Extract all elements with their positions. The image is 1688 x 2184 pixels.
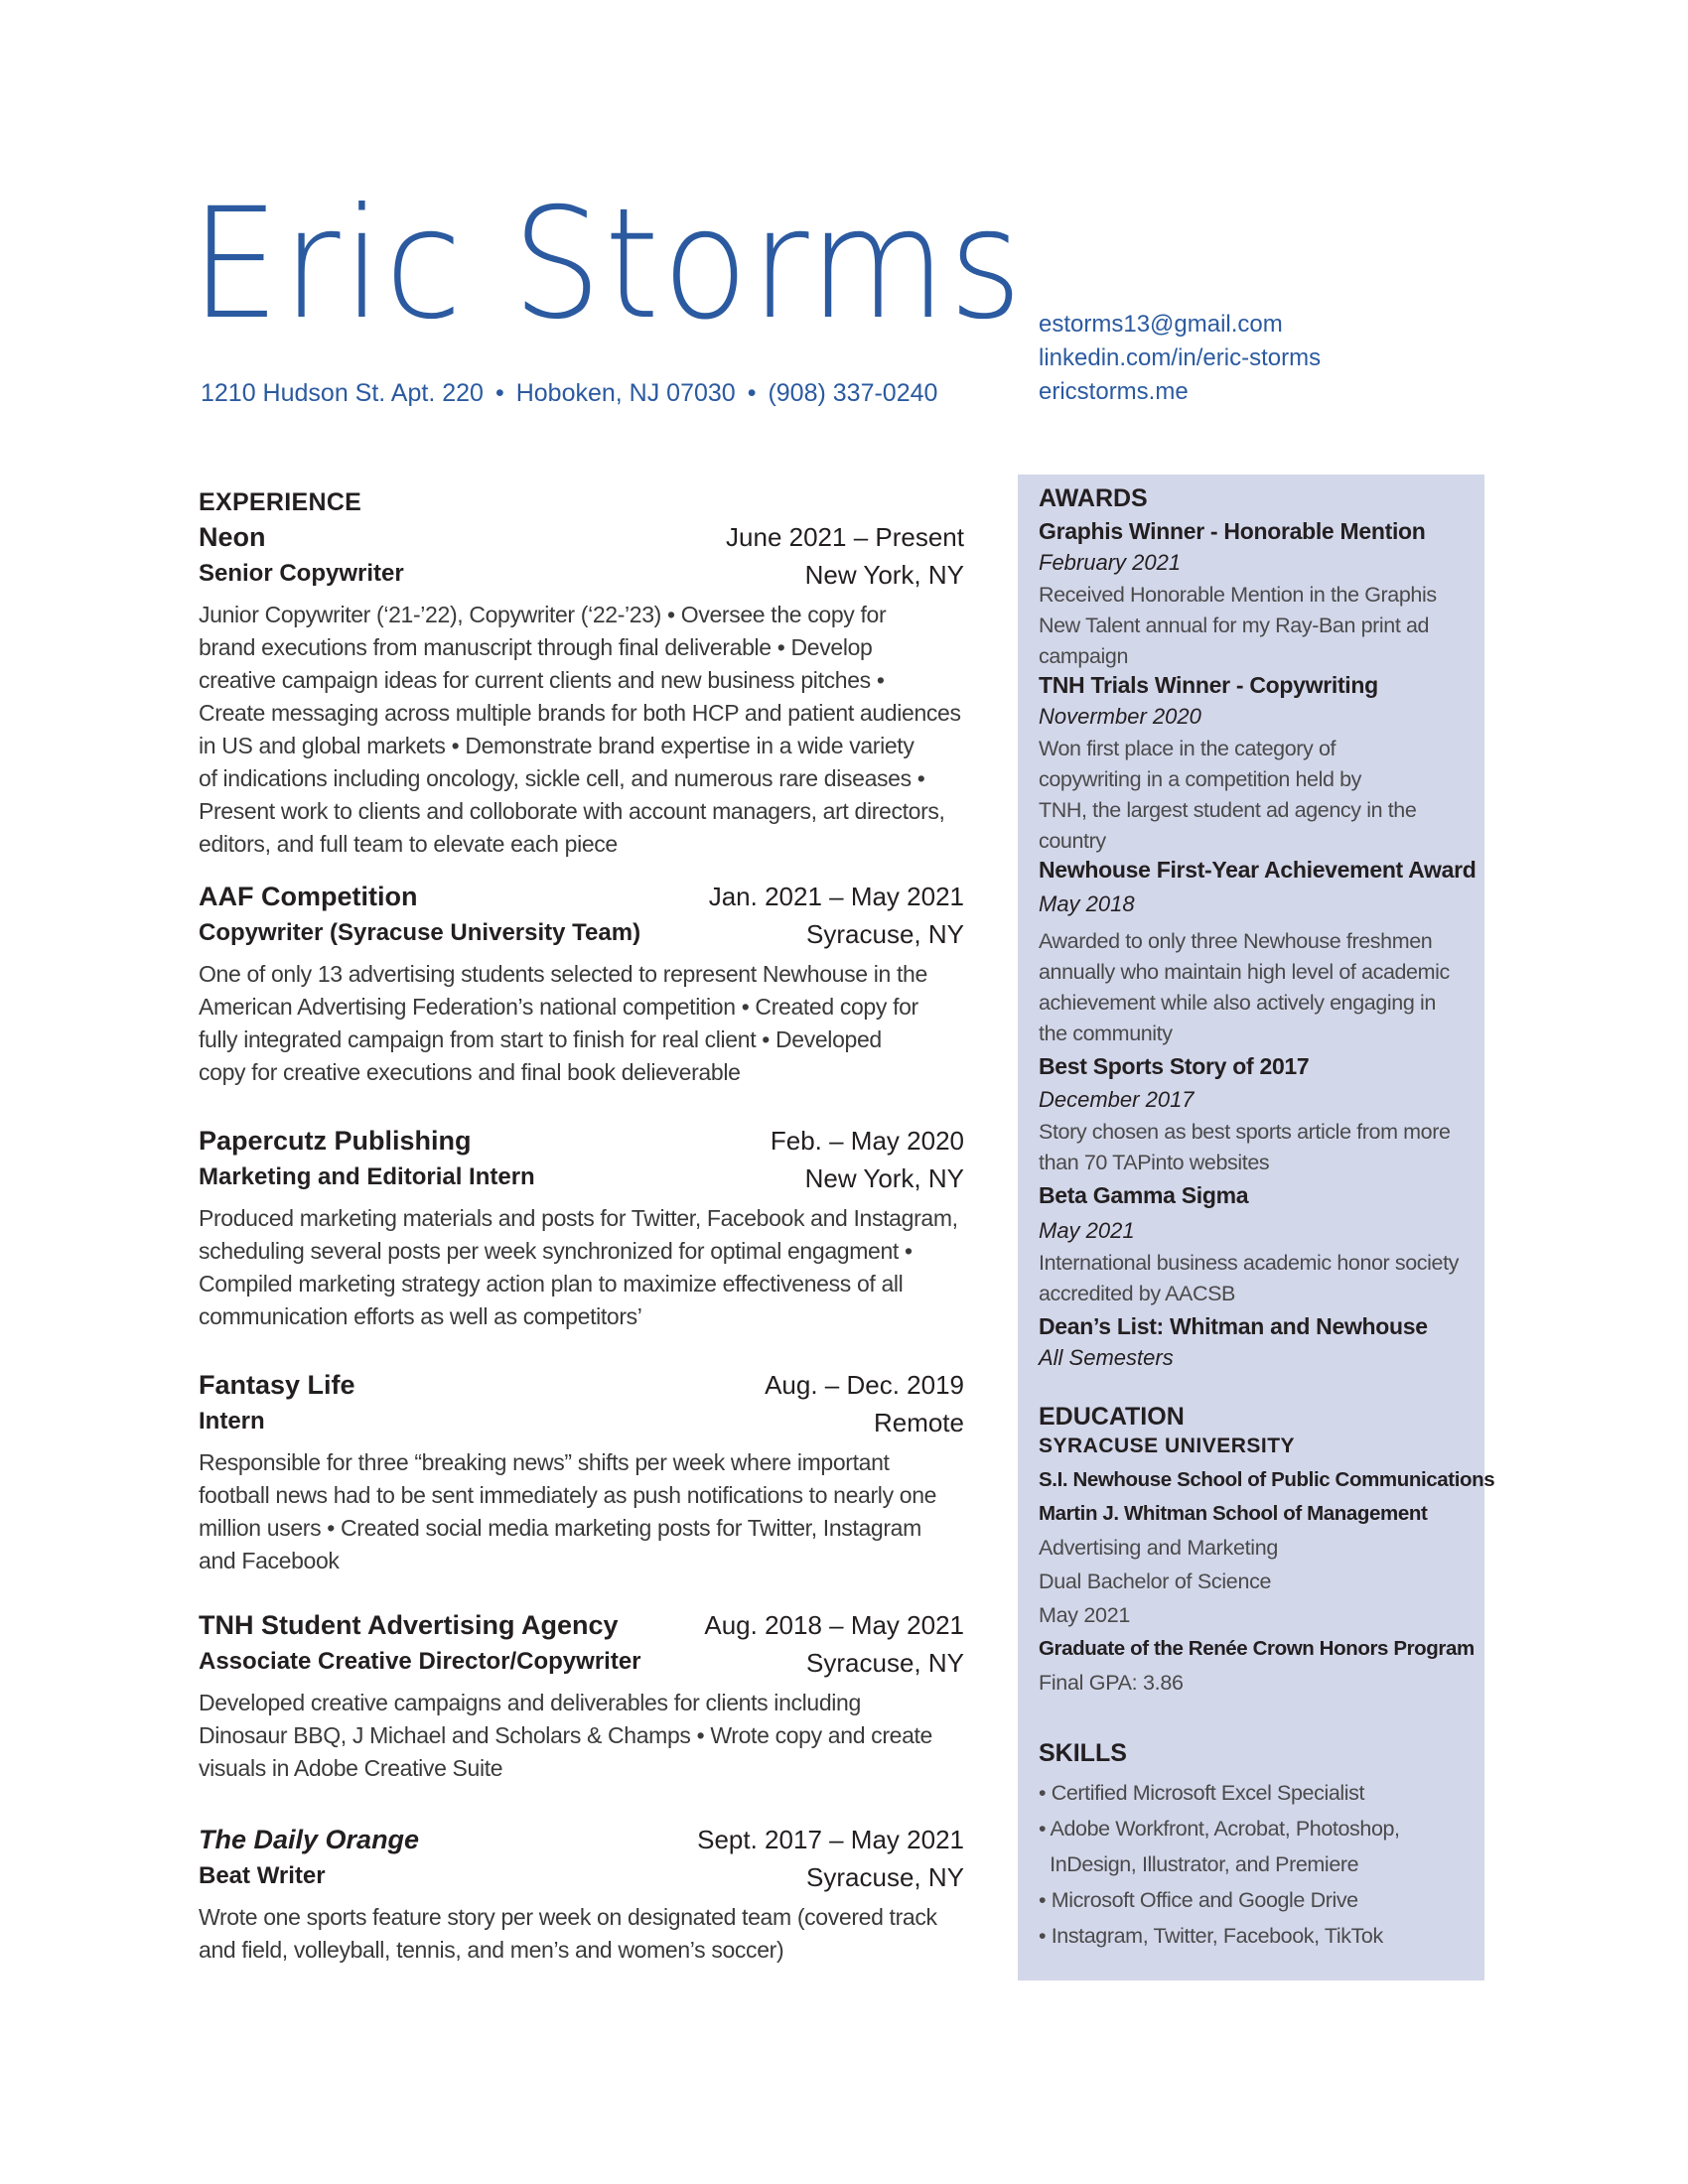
- award-date: December 2017: [1039, 1087, 1195, 1112]
- section-title-awards: AWARDS: [1039, 484, 1148, 512]
- award-title: Graphis Winner - Honorable Mention: [1039, 518, 1426, 544]
- skills-section: [1039, 1739, 1476, 1954]
- skill-item: • Certified Microsoft Excel Specialist: [1039, 1781, 1365, 1805]
- job-dates: Sept. 2017 – May 2021: [697, 1825, 964, 1854]
- separator: •: [747, 379, 757, 407]
- website-link[interactable]: ericstorms.me: [1039, 378, 1189, 405]
- awards-section: [1039, 484, 1476, 1375]
- job-dates: June 2021 – Present: [726, 522, 964, 552]
- job-role: Marketing and Editorial Intern: [199, 1163, 535, 1190]
- degree: Dual Bachelor of Science: [1039, 1570, 1272, 1593]
- award-item: [1039, 1053, 1476, 1178]
- graduation-date: May 2021: [1039, 1603, 1131, 1627]
- job-entry: [199, 882, 968, 1126]
- award-title: Beta Gamma Sigma: [1039, 1182, 1249, 1208]
- contact-links: [1039, 308, 1321, 409]
- job-description: One of only 13 advertising students selected to represent Newhouse in the American Advertising Federation’s national competition • Created copy for fully integrated campaign from start to finish for real client • Developed copy for creative executions and final book delieverable: [199, 961, 927, 1085]
- job-role: Intern: [199, 1408, 265, 1434]
- company-name: Neon: [199, 522, 266, 552]
- award-description: Received Honorable Mention in the Graphis New Talent annual for my Ray-Ban print ad campaign: [1039, 583, 1437, 668]
- award-item: [1039, 1182, 1476, 1309]
- award-date: Novermber 2020: [1039, 704, 1201, 729]
- job-entry: [199, 1610, 968, 1825]
- award-item: [1039, 672, 1476, 857]
- college-name: Martin J. Whitman School of Management: [1039, 1502, 1428, 1525]
- skill-item: • Adobe Workfront, Acrobat, Photoshop,: [1039, 1817, 1400, 1841]
- award-item: [1039, 518, 1476, 672]
- company-name: AAF Competition: [199, 882, 418, 911]
- job-role: Senior Copywriter: [199, 560, 404, 587]
- company-name: The Daily Orange: [199, 1825, 420, 1854]
- job-role: Associate Creative Director/Copywriter: [199, 1648, 641, 1675]
- city-state: Hoboken, NJ 07030: [515, 379, 736, 407]
- section-title-experience: EXPERIENCE: [199, 488, 362, 516]
- company-name: TNH Student Advertising Agency: [199, 1610, 619, 1640]
- job-entry: [199, 1825, 968, 1974]
- job-entry: [199, 1126, 968, 1370]
- job-location: Syracuse, NY: [806, 1862, 964, 1892]
- job-entry: [199, 1370, 968, 1610]
- award-date: May 2018: [1039, 891, 1135, 916]
- job-role: Copywriter (Syracuse University Team): [199, 919, 641, 946]
- job-location: New York, NY: [804, 560, 964, 590]
- college-name: S.I. Newhouse School of Public Communications: [1039, 1468, 1495, 1491]
- phone-number: (908) 337-0240: [768, 379, 938, 407]
- company-name: Fantasy Life: [199, 1370, 355, 1400]
- job-dates: Aug. 2018 – May 2021: [704, 1610, 964, 1640]
- separator: •: [494, 379, 504, 407]
- award-item: [1039, 1313, 1476, 1375]
- skill-item: InDesign, Illustrator, and Premiere: [1039, 1852, 1359, 1876]
- company-name: Papercutz Publishing: [199, 1126, 472, 1156]
- linkedin-link[interactable]: linkedin.com/in/eric-storms: [1039, 344, 1322, 371]
- job-location: New York, NY: [804, 1163, 964, 1193]
- award-description: Awarded to only three Newhouse freshmen annually who maintain high level of academic achievement while also actively engaging in the community: [1039, 929, 1450, 1045]
- award-description: Story chosen as best sports article from more than 70 TAPinto websites: [1039, 1120, 1451, 1174]
- section-title-education: EDUCATION: [1039, 1403, 1185, 1431]
- job-dates: Jan. 2021 – May 2021: [708, 882, 964, 911]
- award-title: TNH Trials Winner - Copywriting: [1039, 672, 1378, 698]
- job-location: Syracuse, NY: [806, 919, 964, 949]
- award-date: February 2021: [1039, 550, 1182, 575]
- job-description: Responsible for three “breaking news” shifts per week where important football news had to be sent immediately as push notifications to nearly one million users • Created social media marketing posts for Twitter, Instagram and Facebook: [199, 1449, 937, 1573]
- award-description: Won first place in the category of copywriting in a competition held by TNH, the largest student ad agency in the country: [1039, 737, 1417, 853]
- award-item: [1039, 857, 1476, 1049]
- job-description: Junior Copywriter (‘21-’22), Copywriter (‘22-’23) • Oversee the copy for brand executions from manuscript through final deliverable • Develop creative campaign ideas for current clients and new business pitches • Create messaging across multiple brands for both HCP and patient audiences in US and global markets • Demonstrate brand expertise in a wide variety of indications including oncology, sickle cell, and numerous rare diseases • Present work to clients and colloborate with account managers, art directors, editors, and full team to elevate each piece: [199, 602, 961, 857]
- job-dates: Aug. – Dec. 2019: [765, 1370, 964, 1400]
- award-date: May 2021: [1039, 1218, 1135, 1243]
- email-link[interactable]: estorms13@gmail.com: [1039, 311, 1283, 338]
- job-description: Produced marketing materials and posts for Twitter, Facebook and Instagram, scheduling several posts per week synchronized for optimal engagment • Compiled marketing strategy action plan to maximize effectiveness of all communication efforts as well as competitors’: [199, 1205, 958, 1329]
- street-address: 1210 Hudson St. Apt. 220: [201, 379, 484, 407]
- address-line: [201, 379, 937, 408]
- job-description: Wrote one sports feature story per week on designated team (covered track and field, volleyball, tennis, and men’s and women’s soccer): [199, 1904, 937, 1963]
- education-section: [1039, 1403, 1495, 1705]
- award-date: All Semesters: [1039, 1345, 1174, 1370]
- award-description: International business academic honor society accredited by AACSB: [1039, 1251, 1460, 1305]
- resume-name: Eric Storms: [191, 176, 1026, 353]
- major: Advertising and Marketing: [1039, 1536, 1279, 1560]
- school-name: SYRACUSE UNIVERSITY: [1039, 1434, 1296, 1457]
- gpa: Final GPA: 3.86: [1039, 1671, 1184, 1695]
- award-title: Best Sports Story of 2017: [1039, 1053, 1310, 1079]
- skill-item: • Microsoft Office and Google Drive: [1039, 1888, 1358, 1912]
- job-location: Syracuse, NY: [806, 1648, 964, 1678]
- honors-program: Graduate of the Renée Crown Honors Program: [1039, 1637, 1475, 1660]
- skill-item: • Instagram, Twitter, Facebook, TikTok: [1039, 1924, 1383, 1948]
- job-role: Beat Writer: [199, 1862, 326, 1889]
- award-title: Newhouse First-Year Achievement Award: [1039, 857, 1477, 883]
- job-dates: Feb. – May 2020: [770, 1126, 964, 1156]
- job-location: Remote: [873, 1408, 964, 1437]
- experience-section: [199, 486, 968, 1974]
- job-description: Developed creative campaigns and deliverables for clients including Dinosaur BBQ, J Michael and Scholars & Champs • Wrote copy and create visuals in Adobe Creative Suite: [199, 1690, 932, 1781]
- job-entry: [199, 522, 968, 882]
- award-title: Dean’s List: Whitman and Newhouse: [1039, 1313, 1428, 1339]
- section-title-skills: SKILLS: [1039, 1739, 1127, 1767]
